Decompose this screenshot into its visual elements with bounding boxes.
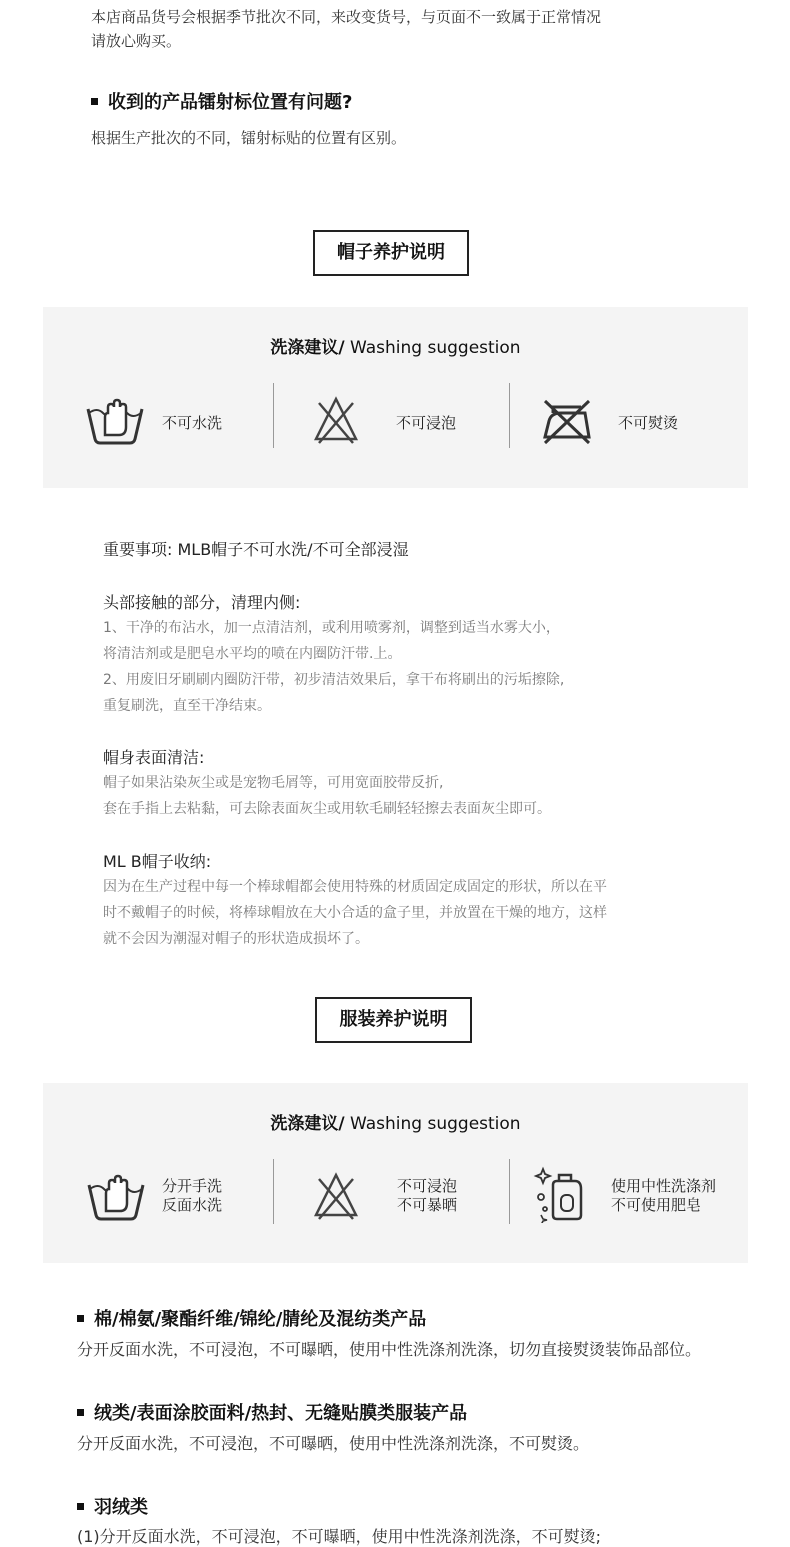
panel-title — [43, 1109, 748, 1134]
hat-care-item-label: 不可水洗 — [162, 414, 223, 432]
section-title-text: 绒类/表面涂胶面料/热封、无缝贴膜类服装产品 — [94, 1403, 468, 1424]
hand-wash-icon — [86, 1171, 146, 1227]
body-line: 帽子如果沾染灰尘或是宠物毛屑等，可用宽面胶带反折, — [103, 775, 444, 791]
clothing-section-text: 分开反面水洗，不可浸泡，不可曝晒，使用中性洗涤剂洗涤，切勿直接熨烫装饰品部位。 — [77, 1340, 702, 1359]
hat-care-item-label: 不可浸泡 — [396, 414, 457, 432]
divider — [509, 383, 510, 448]
head-contact-body — [103, 615, 564, 719]
body-line: 就不会因为潮湿对帽子的形状造成损坏了。 — [103, 931, 369, 947]
clothing-section-text: 分开反面水洗，不可浸泡，不可曝晒，使用中性洗涤剂洗涤，不可熨烫。 — [77, 1434, 590, 1453]
no-soak-icon — [313, 395, 359, 449]
storage-body — [103, 874, 607, 952]
label-line: 不可浸泡 — [397, 1177, 458, 1195]
body-line: 时不戴帽子的时候，将棒球帽放在大小合适的盒子里，并放置在干燥的地方，这样 — [103, 905, 607, 921]
section-title-text: 羽绒类 — [94, 1497, 148, 1518]
top-note — [91, 5, 601, 53]
panel-title-en: Washing suggestion — [344, 338, 521, 358]
important-note: 重要事项: MLB帽子不可水洗/不可全部浸湿 — [103, 540, 409, 559]
detergent-icon — [533, 1163, 589, 1227]
label-line: 反面水洗 — [162, 1196, 223, 1214]
bullet-icon — [91, 98, 98, 105]
clothing-care-item-label — [397, 1177, 457, 1215]
surface-body — [103, 770, 551, 822]
panel-title-cn: 洗涤建议/ — [270, 1114, 345, 1134]
clothing-care-item-label — [611, 1177, 716, 1215]
panel-title-cn: 洗涤建议/ — [270, 338, 345, 358]
bullet-icon — [77, 1315, 84, 1322]
divider — [509, 1159, 510, 1224]
clothing-section-title — [77, 1399, 467, 1425]
hat-washing-panel — [43, 307, 748, 488]
no-iron-icon — [541, 395, 593, 451]
panel-title-en: Washing suggestion — [344, 1114, 521, 1134]
clothing-care-heading: 服装养护说明 — [315, 997, 472, 1043]
hand-wash-icon — [85, 395, 145, 451]
panel-title — [43, 333, 748, 358]
clothing-section-title — [77, 1305, 426, 1331]
body-line: 重复刷洗，直至干净结束。 — [103, 698, 271, 714]
bullet-icon — [77, 1409, 84, 1416]
head-contact-title: 头部接触的部分，清理内侧: — [103, 593, 301, 612]
body-line: 将清洁剂或是肥皂水平均的喷在内圈防汗带.上。 — [103, 646, 402, 662]
body-line: 套在手指上去粘黏，可去除表面灰尘或用软毛刷轻轻擦去表面灰尘即可。 — [103, 801, 551, 817]
clothing-washing-panel — [43, 1083, 748, 1263]
bullet-icon — [77, 1503, 84, 1510]
label-line: 不可暴晒 — [397, 1196, 458, 1214]
surface-title: 帽身表面清洁: — [103, 748, 205, 767]
laser-question-title — [91, 88, 352, 114]
top-note-line: 请放心购买。 — [91, 32, 182, 50]
clothing-care-item-label — [162, 1177, 222, 1215]
label-line: 分开手洗 — [162, 1177, 223, 1195]
body-line: 1、干净的布沾水，加一点清洁剂，或利用喷雾剂，调整到适当水雾大小， — [103, 620, 560, 636]
laser-question-answer: 根据生产批次的不同，镭射标贴的位置有区别。 — [91, 129, 407, 147]
section-title-text: 棉/棉氨/聚酯纤维/锦纶/腈纶及混纺类产品 — [94, 1309, 427, 1330]
divider — [273, 383, 274, 448]
divider — [273, 1159, 274, 1224]
hat-care-heading: 帽子养护说明 — [313, 230, 469, 276]
clothing-section-text: (1)分开反面水洗，不可浸泡，不可曝晒，使用中性洗涤剂洗涤，不可熨烫; — [77, 1527, 602, 1546]
body-line: 2、用废旧牙刷刷内圈防汗带，初步清洁效果后，拿干布将刷出的污垢擦除, — [103, 672, 565, 688]
body-line: 因为在生产过程中每一个棒球帽都会使用特殊的材质固定成固定的形状，所以在平 — [103, 879, 607, 895]
label-line: 不可使用肥皂 — [611, 1196, 702, 1214]
top-note-line: 本店商品货号会根据季节批次不同，来改变货号，与页面不一致属于正常情况 — [91, 8, 602, 26]
storage-title: ML B帽子收纳: — [103, 852, 212, 871]
hat-care-item-label: 不可熨烫 — [618, 414, 679, 432]
clothing-section-title — [77, 1493, 148, 1519]
label-line: 使用中性洗涤剂 — [611, 1177, 717, 1195]
no-soak-icon — [313, 1171, 359, 1225]
laser-question-text: 收到的产品镭射标位置有问题? — [108, 92, 353, 113]
